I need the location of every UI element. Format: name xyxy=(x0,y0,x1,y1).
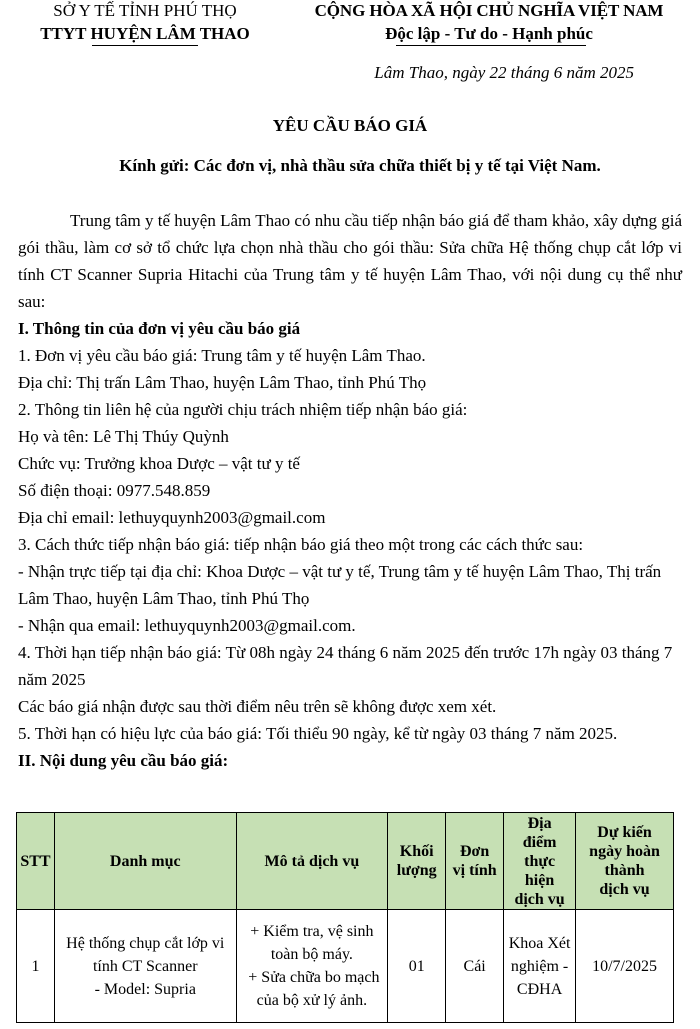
info-line: - Nhận trực tiếp tại địa chỉ: Khoa Dược – vật tư y tế, Trung tâm y tế huyện Lâm Thao, Thị trấn Lâm Thao, huyện Lâm Thao, tỉnh Phú Thọ xyxy=(18,562,662,608)
desc-line: + Sửa chữa bo mạch của bộ xử lý ảnh. xyxy=(244,969,384,1009)
issuer-department: SỞ Y TẾ TỈNH PHÚ THỌ xyxy=(53,1,237,20)
info-line: 3. Cách thức tiếp nhận báo giá: tiếp nhận báo giá theo một trong các cách thức sau: xyxy=(18,535,584,554)
cell-quantity: 01 xyxy=(388,910,446,1023)
info-line: 2. Thông tin liên hệ của người chịu trách nhiệm tiếp nhận báo giá: xyxy=(18,400,468,419)
cell-location: Khoa Xét nghiệm - CĐHA xyxy=(504,910,576,1023)
info-line: Địa chỉ: Thị trấn Lâm Thao, huyện Lâm Thao, tỉnh Phú Thọ xyxy=(18,373,427,392)
cell-stt: 1 xyxy=(17,910,55,1023)
motto: Độc lập - Tư do - Hạnh phúc xyxy=(385,24,593,43)
cell-description xyxy=(236,910,388,1023)
cell-item xyxy=(54,910,236,1023)
issuer-underline xyxy=(92,45,198,46)
desc-line: + Kiểm tra, vệ sinh toàn bộ máy. xyxy=(250,923,374,963)
col-header-quantity: Khối lượng xyxy=(388,813,446,910)
info-line: 4. Thời hạn tiếp nhận báo giá: Từ 08h ngày 24 tháng 6 năm 2025 đến trước 17h ngày 03 tháng 7 năm 2025 xyxy=(18,643,673,689)
national-motto-block xyxy=(284,0,694,46)
info-line: Số điện thoại: 0977.548.859 xyxy=(18,481,211,500)
info-line: 1. Đơn vị yêu cầu báo giá: Trung tâm y tế huyện Lâm Thao. xyxy=(18,346,426,365)
section1-heading: I. Thông tin của đơn vị yêu cầu báo giá xyxy=(18,319,301,338)
col-header-stt: STT xyxy=(17,813,55,910)
col-header-unit: Đơn vị tính xyxy=(446,813,504,910)
info-line: 5. Thời hạn có hiệu lực của báo giá: Tối thiểu 90 ngày, kể từ ngày 03 tháng 7 năm 2025. xyxy=(18,724,618,743)
quotation-table xyxy=(16,812,674,1023)
table-row xyxy=(17,910,674,1023)
info-line: Chức vụ: Trưởng khoa Dược – vật tư y tế xyxy=(18,454,300,473)
document-body xyxy=(18,207,682,774)
col-header-item: Danh mục xyxy=(54,813,236,910)
recipient-line: Kính gửi: Các đơn vị, nhà thầu sửa chữa thiết bị y tế tại Việt Nam. xyxy=(119,156,601,175)
item-model: - Model: Supria xyxy=(94,980,196,998)
intro-paragraph: Trung tâm y tế huyện Lâm Thao có nhu cầu tiếp nhận báo giá để tham khảo, xây dựng giá gói thầu, làm cơ sở tổ chức lựa chọn nhà thầu cho gói thầu: Sửa chữa Hệ thống chụp cắt lớp vi tính CT Scanner Supria Hitachi của Trung tâm y tế huyện Lâm Thao, với nội dung cụ thể như sau: xyxy=(18,211,682,311)
issuer-unit: TTYT HUYỆN LÂM THAO xyxy=(40,24,250,43)
item-name: Hệ thống chụp cắt lớp vi tính CT Scanner xyxy=(66,934,225,975)
cell-completion: 10/7/2025 xyxy=(576,910,674,1023)
motto-underline xyxy=(396,45,586,46)
issuer-block xyxy=(16,0,274,46)
section2-heading: II. Nội dung yêu cầu báo giá: xyxy=(18,751,229,770)
col-header-location: Địa điểm thực hiện dịch vụ xyxy=(504,813,576,910)
info-line: Họ và tên: Lê Thị Thúy Quỳnh xyxy=(18,427,229,446)
document-title: YÊU CẦU BÁO GIÁ xyxy=(272,116,428,135)
place-date: Lâm Thao, ngày 22 tháng 6 năm 2025 xyxy=(374,63,634,82)
col-header-description: Mô tả dịch vụ xyxy=(236,813,388,910)
info-line: Các báo giá nhận được sau thời điểm nêu trên sẽ không được xem xét. xyxy=(18,697,497,716)
col-header-completion: Dự kiến ngày hoàn thành dịch vụ xyxy=(576,813,674,910)
table-header-row xyxy=(17,813,674,910)
info-line: - Nhận qua email: lethuyquynh2003@gmail.com. xyxy=(18,616,356,635)
country-name: CỘNG HÒA XÃ HỘI CHỦ NGHĨA VIỆT NAM xyxy=(314,1,664,20)
info-line: Địa chỉ email: lethuyquynh2003@gmail.com xyxy=(18,508,326,527)
cell-unit: Cái xyxy=(446,910,504,1023)
